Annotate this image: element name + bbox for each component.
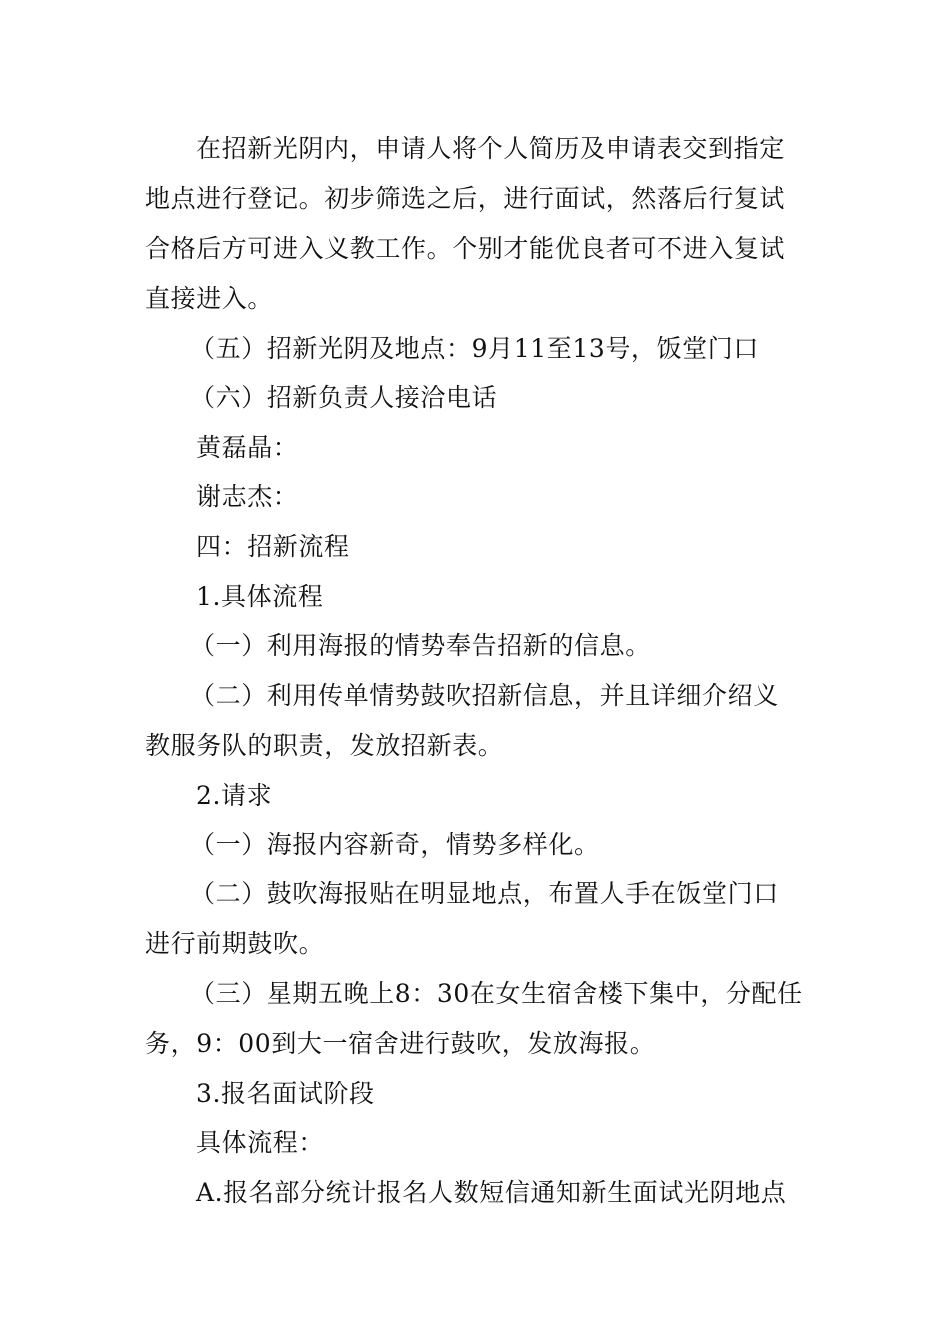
paragraph-line: 地点进行登记。初步筛选之后，进行面试，然落后行复试 — [145, 184, 786, 213]
paragraph-line: （二）利用传单情势鼓吹招新信息，并且详细介绍义 — [190, 681, 779, 710]
paragraph-line: （五）招新光阴及地点：9月11至13号，饭堂门口 — [190, 334, 759, 363]
paragraph-line: （一）海报内容新奇，情势多样化。 — [190, 830, 600, 859]
paragraph-line: （六）招新负责人接洽电话 — [190, 383, 498, 412]
paragraph-line: 合格后方可进入义教工作。个别才能优良者可不进入复试 — [145, 234, 786, 263]
paragraph-line: 在招新光阴内，申请人将个人简历及申请表交到指定 — [196, 134, 785, 163]
subsection-heading: 3.报名面试阶段 — [196, 1079, 375, 1108]
section-heading: 四：招新流程 — [196, 532, 350, 561]
contact-line: 谢志杰： — [196, 482, 299, 511]
paragraph-line: （二）鼓吹海报贴在明显地点，布置人手在饭堂门口 — [190, 879, 779, 908]
paragraph-line: （三）星期五晚上8：30在女生宿舍楼下集中，分配任 — [190, 979, 803, 1008]
paragraph-line: 进行前期鼓吹。 — [145, 929, 325, 958]
paragraph-line: 教服务队的职责，发放招新表。 — [145, 731, 504, 760]
paragraph-line: 具体流程： — [196, 1128, 325, 1157]
paragraph-line: A.报名部分统计报名人数短信通知新生面试光阴地点 — [196, 1178, 787, 1207]
paragraph-line: （一）利用海报的情势奉告招新的信息。 — [190, 631, 651, 660]
subsection-heading: 1.具体流程 — [196, 582, 324, 611]
contact-line: 黄磊晶： — [196, 433, 299, 462]
paragraph-line: 直接进入。 — [145, 284, 274, 313]
subsection-heading: 2.请求 — [196, 781, 273, 810]
paragraph-line: 务，9：00到大一宿舍进行鼓吹，发放海报。 — [145, 1029, 656, 1058]
